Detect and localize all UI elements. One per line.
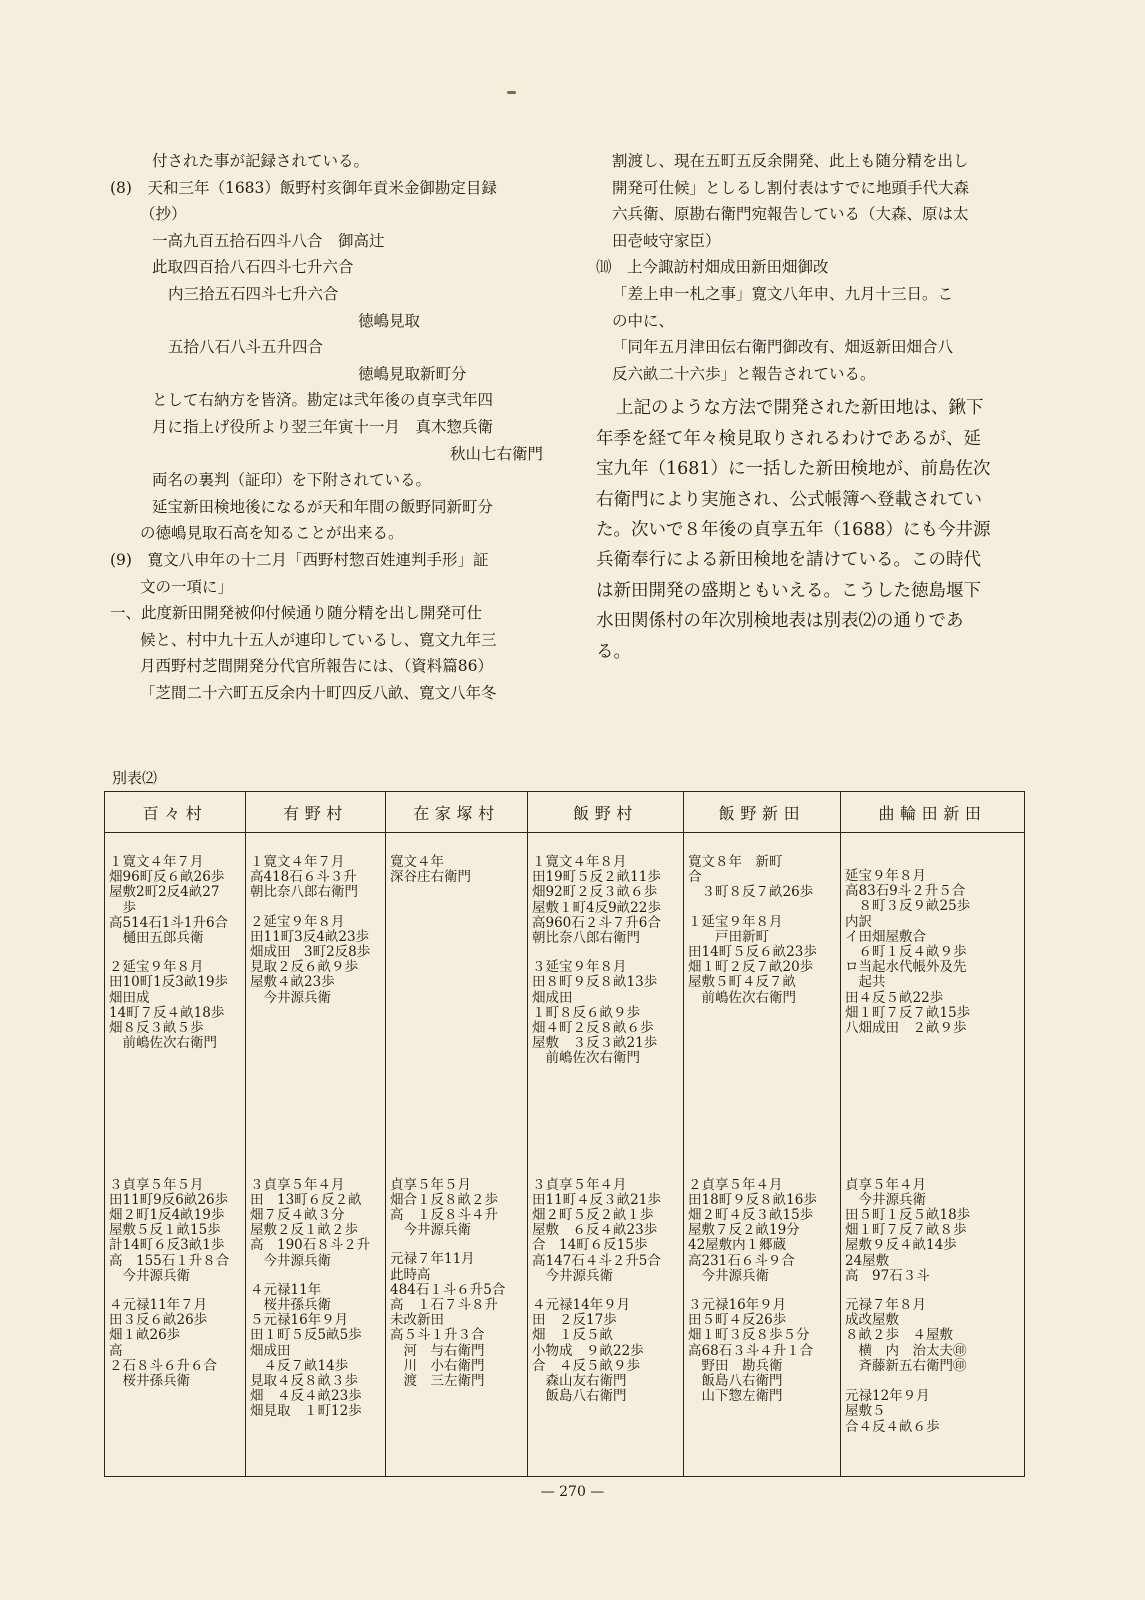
right_body-line: る。 [596, 641, 631, 662]
right_column-line: 「同年五月津田伝右衛門御改有、畑返新田畑合八 [612, 338, 954, 357]
right_column-line: の中に、 [612, 311, 675, 330]
left_column-line: (9) 寛文八申年の十二月「西野村惣百姓連判手形」証 [110, 550, 489, 569]
table-cell [528, 1156, 684, 1477]
table-cell [105, 1156, 246, 1477]
right_body-line: た。次いで８年後の貞享五年（1688）にも今井源 [596, 519, 991, 540]
survey-entry: ３貞享５年４月 田11町４反３畝21歩 畑２町５反２畝１歩 屋敷 ６反４畝23歩 合 14町６反15歩 高147石４斗２升5合 今井源兵衛 [532, 1176, 661, 1284]
table-cell [841, 833, 1025, 1156]
table-cell [386, 833, 528, 1156]
cell-entries [386, 833, 527, 899]
right_column-line: 「差上申一札之事」寛文八年申、九月十三日。こ [612, 284, 954, 303]
table-cell [684, 1156, 841, 1477]
right_body-line: は新田開発の盛期ともいえる。こうした徳島堰下 [596, 580, 981, 601]
left_column-line: 内三拾五石四斗七升六合 [168, 284, 339, 303]
right_body-line: 兵衛奉行による新田検地を請けている。この時代 [596, 550, 981, 571]
survey-entry: ２延宝９年８月 田10町1反3畝19歩 畑田成 14町７反４畝18歩 畑８反３畝５歩 前嶋佐次右衛門 [109, 959, 229, 1052]
paper-speck [507, 91, 516, 94]
left_column-line: 月に指上げ役所より翌三年寅十一月 真木惣兵衛 [152, 417, 494, 436]
table-row-upper [105, 833, 1025, 1156]
cell-entries [684, 1156, 840, 1419]
left_column-line: 文の一項に」 [140, 577, 234, 596]
survey-entry: ２延宝９年８月 田11町3反4畝23歩 畑成田 3町2反8歩 見取２反６畝９歩 屋敷４畝23歩 今井源兵衛 [250, 913, 371, 1006]
cell-entries [105, 833, 245, 1065]
right_body-line: 上記のような方法で開発された新田地は、鍬下 [616, 398, 984, 419]
survey-entry: 元禄７年11月 此時高 484石１斗６升5合 高 １石７斗８升 未改新田 高５斗１升３合 河 与右衛門 川 小右衛門 渡 三左衛門 [390, 1251, 506, 1389]
survey-entry: ３延宝９年８月 田８町９反８畝13歩 畑成田 １町８反６畝９歩 畑４町２反８畝６歩 屋敷 ３反３畝21歩 前嶋佐次右衛門 [532, 959, 658, 1067]
table-caption: 別表⑵ [112, 769, 158, 787]
cell-entries [684, 833, 840, 1020]
cell-entries [246, 833, 385, 1020]
survey-entry: ３貞享５年５月 田11町9反6畝26歩 畑２町1反4畝19歩 屋敷５反１畝15歩 計14町６反3畝1歩 高 155石１升８合 今井源兵衛 [109, 1176, 230, 1284]
left_column-line: 付された事が記録されている。 [152, 152, 370, 170]
left_column-line: 五拾八石八斗五升四合 [168, 338, 324, 357]
header-iino-village: 飯野村 [528, 792, 684, 833]
right_body-line: 年季を経て年々検見取りされるわけであるが、延 [596, 428, 981, 449]
table-cell [684, 833, 841, 1156]
cell-entries [528, 1156, 683, 1419]
left_column-line: 両名の裏判（証印）を下附されている。 [152, 471, 432, 490]
survey-entry: ３元禄16年９月 田５町４反26歩 畑１町３反８歩５分 高68石３斗４升１合 野田 勘兵衛 飯島八右衛門 山下惣左衛門 [688, 1296, 814, 1405]
survey-entry: ３貞享５年４月 田 13町６反２畝 畑７反４畝３分 屋敷２反１畝２歩 高 190石８斗２升 今井源兵衛 [250, 1176, 371, 1269]
cell-entries [841, 833, 1024, 1050]
page-number: — 270 — [540, 1484, 605, 1500]
table-cell [246, 1156, 386, 1477]
left_column-line: 徳嶋見取 [358, 311, 421, 330]
survey-entry: １延宝９年８月 戸田新町 田14町５反６畝23歩 畑１町２反７畝20歩 屋敷５町４反７畝 前嶋佐次右衛門 [688, 913, 817, 1006]
survey-entry: 貞享５年５月 畑合１反８畝２歩 高 １反８斗４升 今井源兵衛 [390, 1176, 498, 1239]
right_column-line: ⑽ 上今諏訪村畑成田新田畑御改 [596, 258, 829, 277]
left_column-line: 候と、村中九十五人が連印しているし、寛文九年三 [140, 630, 497, 649]
left_column-line: の徳嶋見取石高を知ることが出来る。 [140, 524, 404, 543]
right_body-line: 宝九年（1681）に一括した新田検地が、前島佐次 [596, 459, 991, 480]
left_column-line: 秋山七右衛門 [450, 444, 544, 463]
left-text-column [110, 148, 544, 706]
survey-entry: 元禄７年８月 成改屋敷 ８畝２歩 ４屋敷 横 内 治太夫㊞ 斉藤新五右衛門㊞ 元禄12年９月 屋敷５ 合４反４畝６歩 [845, 1296, 967, 1435]
right_column-line: 反六畝二十六歩」と報告されている。 [612, 364, 876, 383]
survey-entry: １寛文４年７月 畑96町反６畝26歩 屋敷2町2反4畝27 歩 高514石1斗1升6合 樋田五郎兵衛 [109, 854, 229, 947]
left_column-line: （抄） [140, 205, 187, 224]
table-cell [246, 833, 386, 1156]
cell-entries [528, 833, 683, 1081]
body-paragraph [596, 393, 1024, 667]
survey-entry: 延宝９年８月 高83石9斗２升５合 ８町３反９畝25歩 内訳 イ田畑屋敷合 ６町１反４畝９歩 ロ当起水代帳外及先 起共 田４反５畝22歩 畑１町７反７畝15歩 八畑成田 ２畝９歩 [845, 868, 971, 1037]
table-cell [841, 1156, 1025, 1477]
right-text-column [596, 148, 1024, 667]
survey-entry: １寛文４年７月 高418石６斗３升 朝比奈八郎右衛門 [250, 854, 358, 901]
survey-table [104, 791, 1025, 1477]
survey-entry: 寛文４年 深谷庄右衛門 [390, 854, 471, 886]
left_column-line: 月西野村芝間開発分代官所報告には、（資料篇86） [140, 657, 493, 676]
right_body-line: 水田関係村の年次別検地表は別表⑵の通りであ [596, 611, 964, 632]
left_column-line: として右納方を皆済。勘定は弐年後の貞享弐年四 [152, 391, 494, 410]
header-arino-village: 有野村 [246, 792, 386, 833]
left_column-line: 徳嶋見取新町分 [358, 364, 467, 383]
survey-entry: ４元禄11年 桜井孫兵衛 ５元禄16年９月 田１町５反5畝5歩 畑成田 ４反７畝14歩 見取４反８畝３歩 畑 ４反４畝23歩 畑見取 １町12歩 [250, 1281, 362, 1420]
survey-entry: ４元禄11年７月 田３反６畝26歩 畑１畝26歩 高 ２石８斗６升６合 桜井孫兵衛 [109, 1296, 217, 1389]
header-kuruwada-shinden: 曲輪田新田 [841, 792, 1025, 833]
right_body-line: 右衛門により実施され、公式帳簿へ登載されてい [596, 489, 983, 510]
cell-entries [386, 1156, 527, 1404]
cell-entries [841, 1156, 1024, 1449]
header-zaikezuka-village: 在家塚村 [386, 792, 528, 833]
table-cell [105, 833, 246, 1156]
table-cell [528, 833, 684, 1156]
survey-entry: 貞享５年４月 今井源兵衛 田５町１反５畝18歩 畑１町７反７畝８歩 屋敷９反４畝14歩 24屋敷 高 97石３斗 [845, 1176, 971, 1284]
right_column-line: 田壱岐守家臣） [612, 231, 721, 250]
left_column-line: 此取四百拾八石四斗七升六合 [152, 258, 354, 277]
cell-entries [105, 1156, 245, 1404]
right_column-line: 開発可仕候」としるし割付表はすでに地頭手代大森 [612, 178, 969, 197]
left_column-line: (8) 天和三年（1683）飯野村亥御年貢米金御勘定目録 [110, 178, 497, 197]
right_column-line: 六兵衛、原勘右衛門宛報告している（大森、原は太 [612, 205, 969, 224]
table-cell [386, 1156, 528, 1477]
header-iino-shinden: 飯野新田 [684, 792, 841, 833]
left_column-line: 「芝間二十六町五反余内十町四反八畝、寛文八年冬 [140, 683, 497, 702]
header-dodo-village: 百々村 [105, 792, 246, 833]
table-row-lower [105, 1156, 1025, 1477]
left_column-line: 一、此度新田開発被仰付候通り随分精を出し開発可仕 [110, 604, 483, 623]
survey-entry: ２貞享５年４月 田18町９反８畝16歩 畑２町４反３畝15歩 屋敷７反２畝19分 42屋敷内１郷蔵 高231石６斗９合 今井源兵衛 [688, 1176, 817, 1284]
cell-entries [246, 1156, 385, 1434]
left_column-line: 一高九百五拾石四斗八合 御高辻 [152, 231, 385, 250]
survey-entry: 寛文８年 新町 合 ３町８反７畝26歩 [688, 854, 814, 901]
survey-entry: １寛文４年８月 田19町５反２畝11歩 畑92町２反３畝６歩 屋敷１町4反9畝22歩 高960石２斗７升6合 朝比奈八郎右衛門 [532, 854, 661, 947]
left_column-line: 延宝新田検地後になるが天和年間の飯野同新町分 [152, 497, 494, 516]
table-header-row [105, 792, 1025, 833]
survey-entry: ４元禄14年９月 田 ２反17歩 畑 １反５畝 小物成 ９畝22歩 合 ４反５畝９歩 森山友右衛門 飯島八右衛門 [532, 1296, 644, 1405]
right_column-line: 割渡し、現在五町五反余開発、此上も随分精を出し [612, 152, 969, 170]
